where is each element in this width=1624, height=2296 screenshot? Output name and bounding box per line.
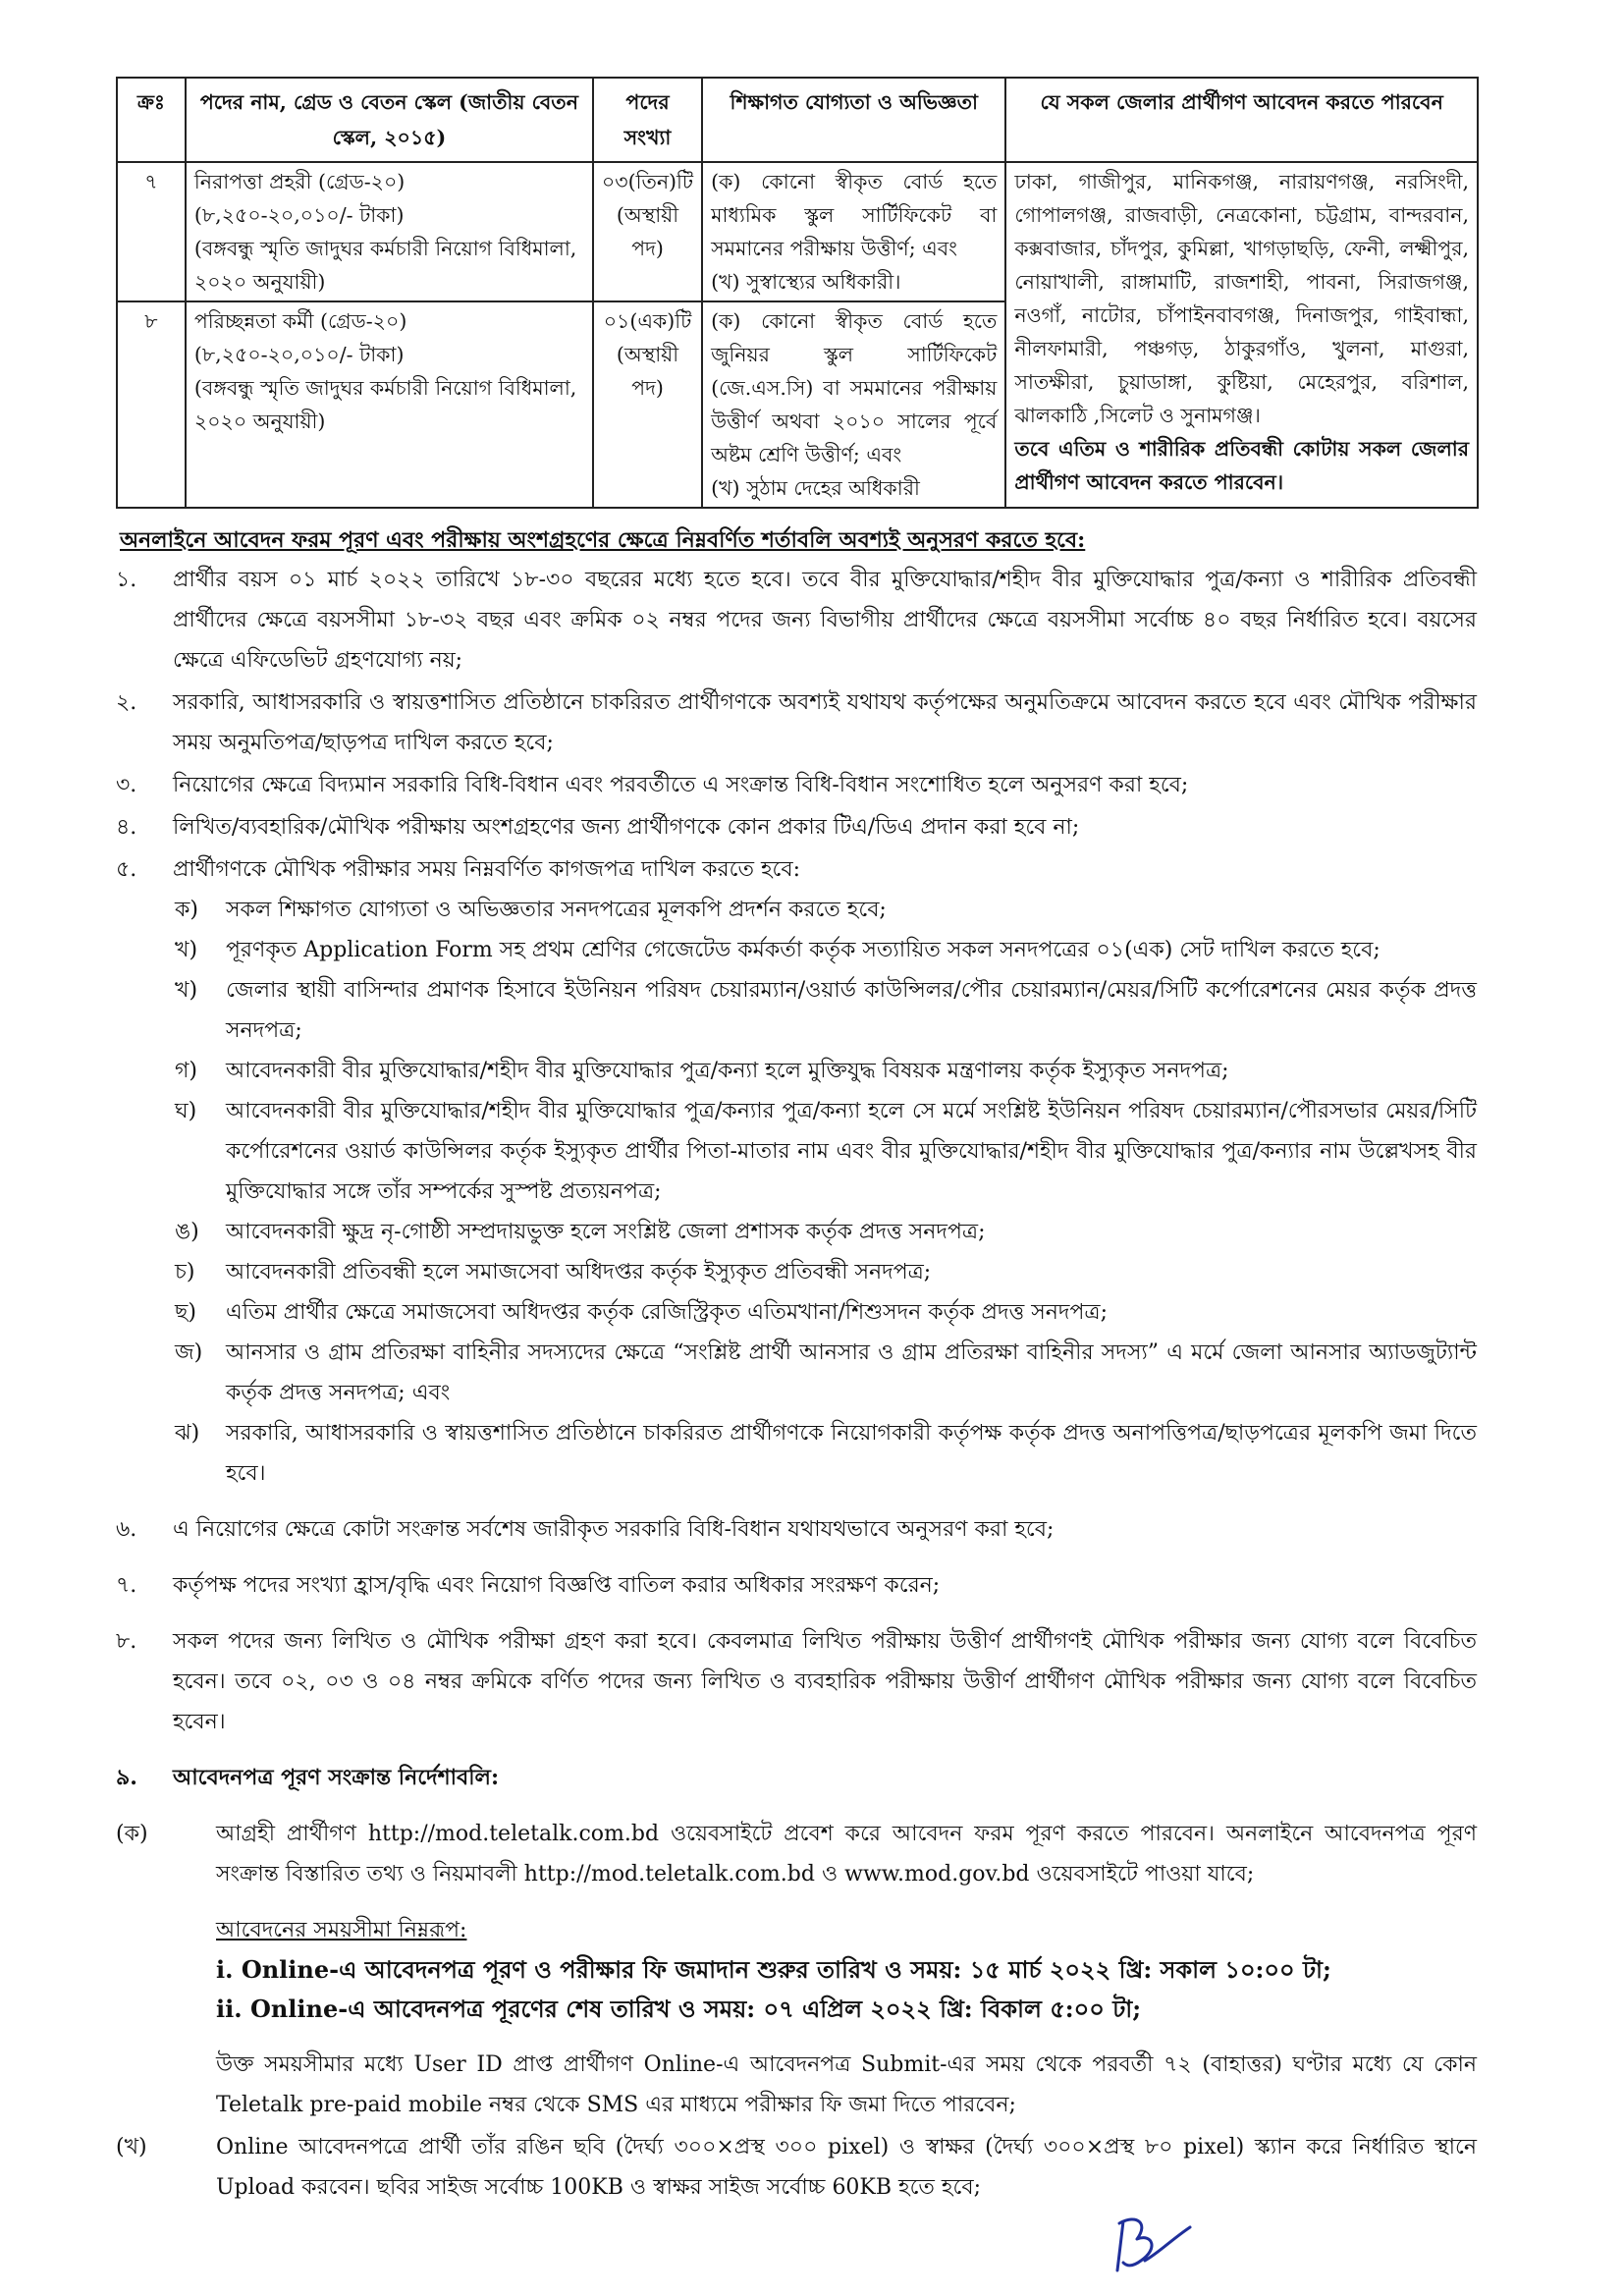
row-count	[593, 301, 702, 508]
table-row	[117, 162, 1478, 301]
row-count	[593, 162, 702, 301]
post-scale: (৮,২৫০-২০,০১০/- টাকা)	[193, 203, 405, 227]
document-subitem	[116, 930, 1477, 970]
subitem-number: চ)	[175, 1260, 195, 1285]
rule-text: নিয়োগের ক্ষেত্রে বিদ্যমান সরকারি বিধি-বিধান এবং পরবর্তীতে এ সংক্রান্ত বিধি-বিধান সংশোধিত হলে অনুসরণ করা হবে;	[173, 773, 1189, 797]
subitem-text: আবেদনকারী বীর মুক্তিযোদ্ধার/শহীদ বীর মুক্তিযোদ্ধার পুত্র/কন্যার পুত্র/কন্যা হলে সে মর্মে সংশ্লিষ্ট ইউনিয়ন পরিষদ চেয়ারম্যান/পৌরসভার মেয়র/সিটি কর্পোরেশনের ওয়ার্ড কাউন্সিলর কর্তৃক ইস্যুকৃত প্রার্থীর পিতা-মাতার নাম এবং বীর মুক্তিযোদ্ধার/শহীদ বীর মুক্তিযোদ্ধার পুত্র/কন্যার নাম উল্লেখসহ বীর মুক্তিযোদ্ধার সঙ্গে তাঁর সম্পর্কের সুস্পষ্ট প্রত্যয়নপত্র;	[226, 1099, 1477, 1204]
subitem-text: জেলার স্থায়ী বাসিন্দার প্রমাণক হিসাবে ইউনিয়ন পরিষদ চেয়ারম্যান/ওয়ার্ড কাউন্সিলর/পৌর চেয়ারম্যান/মেয়র/সিটি কর্পোরেশনের মেয়র কর্তৃক প্রদত্ত সনদপত্র;	[226, 978, 1477, 1043]
count-value: ০৩(তিন)টি	[601, 170, 694, 193]
rule-number: ১.	[116, 568, 137, 592]
header-serial: ক্রঃ	[117, 78, 186, 162]
document-subitem	[116, 1252, 1477, 1292]
post-scale: (৮,২৫০-২০,০১০/- টাকা)	[193, 343, 405, 366]
rule-text: কর্তৃপক্ষ পদের সংখ্যা হ্রাস/বৃদ্ধি এবং নিয়োগ বিজ্ঞপ্তি বাতিল করার অধিকার সংরক্ষণ করেন;	[173, 1573, 941, 1598]
rule-item	[116, 807, 1477, 847]
row-qualification	[702, 301, 1005, 508]
count-value: ০১(এক)টি	[603, 309, 692, 333]
header-districts: যে সকল জেলার প্রার্থীগণ আবেদন করতে পারবেন	[1005, 78, 1478, 162]
rule-number: ৩.	[116, 773, 137, 797]
rule-number: ৫.	[116, 857, 137, 882]
post-name: নিরাপত্তা প্রহরী (গ্রেড-২০)	[193, 170, 406, 193]
count-type: (অস্থায়ী পদ)	[616, 203, 679, 260]
apply-number: (ক)	[116, 1822, 148, 1846]
rule-item	[116, 849, 1477, 890]
fee-instructions: উক্ত সময়সীমার মধ্যে User ID প্রাপ্ত প্রার্থীগণ Online-এ আবেদনপত্র Submit-এর সময় থেকে পরবর্তী ৭২ (বাহাত্তর) ঘণ্টার মধ্যে যে কোন Teletalk pre-paid mobile নম্বর থেকে SMS এর মাধ্যমে পরীক্ষার ফি জমা দিতে পারবেন;	[216, 2052, 1477, 2117]
instructions-heading: আবেদনপত্র পূরণ সংক্রান্ত নির্দেশাবলি:	[173, 1765, 500, 1790]
subitem-text: আবেদনকারী বীর মুক্তিযোদ্ধার/শহীদ বীর মুক্তিযোদ্ধার পুত্র/কন্যা হলে মুক্তিযুদ্ধ বিষয়ক মন্ত্রণালয় কর্তৃক ইস্যুকৃত সনদপত্র;	[226, 1059, 1229, 1083]
rule-number: ২.	[116, 690, 137, 715]
count-type: (অস্থায়ী পদ)	[616, 343, 679, 400]
posts-table	[116, 77, 1479, 509]
subitem-number: ক)	[175, 898, 198, 922]
subitem-text: পূরণকৃত Application Form সহ প্রথম শ্রেণির গেজেটেড কর্মকর্তা কর্তৃক সত্যায়িত সকল সনদপত্রের ০১(এক) সেট দাখিল করতে হবে;	[226, 938, 1380, 962]
end-deadline: ii. Online-এ আবেদনপত্র পূরণের শেষ তারিখ ও সময়: ০৭ এপ্রিল ২০২২ খ্রি: বিকাল ৫:০০ টা;	[216, 1995, 1142, 2023]
rule-item	[116, 560, 1477, 681]
document-subitem	[116, 1091, 1477, 1212]
apply-item	[116, 2127, 1477, 2208]
post-rule: (বঙ্গবন্ধু স্মৃতি জাদুঘর কর্মচারী নিয়োগ বিধিমালা, ২০২০ অনুযায়ী)	[193, 237, 577, 294]
subitem-number: ঙ)	[175, 1220, 199, 1244]
header-qualification: শিক্ষাগত যোগ্যতা ও অভিজ্ঞতা	[702, 78, 1005, 162]
rule-text: প্রার্থীগণকে মৌখিক পরীক্ষার সময় নিম্নবর্ণিত কাগজপত্র দাখিল করতে হবে:	[173, 857, 801, 882]
rule-item	[116, 1621, 1477, 1742]
subitem-number: ঝ)	[175, 1421, 200, 1446]
row-post	[186, 301, 593, 508]
subitem-number: খ)	[175, 938, 198, 962]
subitem-number: জ)	[175, 1340, 203, 1365]
rule-item	[116, 1565, 1477, 1606]
districts-list: ঢাকা, গাজীপুর, মানিকগঞ্জ, নারায়ণগঞ্জ, নরসিংদী, গোপালগঞ্জ, রাজবাড়ী, নেত্রকোনা, চট্টগ্রাম, বান্দরবান, কক্সবাজার, চাঁদপুর, কুমিল্লা, খাগড়াছড়ি, ফেনী, লক্ষ্মীপুর, নোয়াখালী, রাঙ্গামাটি, রাজশাহী, পাবনা, সিরাজগঞ্জ, নওগাঁ, নাটোর, চাঁপাইনবাবগঞ্জ, দিনাজপুর, গাইবান্ধা, নীলফামারী, পঞ্চগড়, ঠাকুরগাঁও, খুলনা, মাগুরা, সাতক্ষীরা, চুয়াডাঙ্গা, কুষ্টিয়া, মেহেরপুর, বরিশাল, ঝালকাঠি ,সিলেট ও সুনামগঞ্জ।	[1014, 170, 1469, 427]
start-deadline: i. Online-এ আবেদনপত্র পূরণ ও পরীক্ষার ফি জমাদান শুরুর তারিখ ও সময়: ১৫ মার্চ ২০২২ খ্রি: সকাল ১০:০০ টা;	[216, 1955, 1331, 1984]
subitem-number: ছ)	[175, 1300, 196, 1325]
subitem-text: সকল শিক্ষাগত যোগ্যতা ও অভিজ্ঞতার সনদপত্রের মূলকপি প্রদর্শন করতে হবে;	[226, 898, 887, 922]
row-serial: ৭	[117, 162, 186, 301]
table-header-row	[117, 78, 1478, 162]
districts-note: তবে এতিম ও শারীরিক প্রতিবন্ধী কোটায় সকল জেলার প্রার্থীগণ আবেদন করতে পারবেন।	[1014, 437, 1469, 494]
rule-item	[116, 683, 1477, 763]
subitem-text: সরকারি, আধাসরকারি ও স্বায়ত্তশাসিত প্রতিষ্ঠানে চাকরিরত প্রার্থীগণকে নিয়োগকারী কর্তৃপক্ষ কর্তৃক প্রদত্ত অনাপত্তিপত্র/ছাড়পত্রের মূলকপি জমা দিতে হবে।	[226, 1421, 1477, 1486]
rule-text: সরকারি, আধাসরকারি ও স্বায়ত্তশাসিত প্রতিষ্ঠানে চাকরিরত প্রার্থীগণকে অবশ্যই যথাযথ কর্তৃপক্ষের অনুমতিক্রমে আবেদন করতে হবে এবং মৌখিক পরীক্ষার সময় অনুমতিপত্র/ছাড়পত্র দাখিল করতে হবে;	[173, 690, 1477, 755]
rule-number: ৮.	[116, 1629, 137, 1654]
rule-text: প্রার্থীর বয়স ০১ মার্চ ২০২২ তারিখে ১৮-৩০ বছরের মধ্যে হতে হবে। তবে বীর মুক্তিযোদ্ধার/শহীদ বীর মুক্তিযোদ্ধার পুত্র/কন্যা ও শারীরিক প্রতিবন্ধী প্রার্থীদের ক্ষেত্রে বয়সসীমা ১৮-৩২ বছর এবং ক্রমিক ০২ নম্বর পদের জন্য বিভাগীয় প্রার্থীদের ক্ষেত্রে বয়সসীমা সর্বোচ্চ ৪০ বছর নির্ধারিত হবে। বয়সের ক্ষেত্রে এফিডেভিট গ্রহণযোগ্য নয়;	[173, 568, 1477, 673]
rule-text: এ নিয়োগের ক্ষেত্রে কোটা সংক্রান্ত সর্বশেষ জারীকৃত সরকারি বিধি-বিধান যথাযথভাবে অনুসরণ করা হবে;	[173, 1517, 1055, 1542]
conditions-list	[116, 560, 1477, 2208]
rule-text: লিখিত/ব্যবহারিক/মৌখিক পরীক্ষায় অংশগ্রহণের জন্য প্রার্থীগণকে কোন প্রকার টিএ/ডিএ প্রদান করা হবে না;	[173, 815, 1080, 840]
subitem-text: আবেদনকারী ক্ষুদ্র নৃ-গোষ্ঠী সম্প্রদায়ভুক্ত হলে সংশ্লিষ্ট জেলা প্রশাসক কর্তৃক প্রদত্ত সনদপত্র;	[226, 1220, 986, 1244]
apply-text: Online আবেদনপত্রে প্রার্থী তাঁর রঙিন ছবি (দৈর্ঘ্য ৩০০×প্রস্থ ৩০০ pixel) ও স্বাক্ষর (দৈর্ঘ্য ৩০০×প্রস্থ ৮০ pixel) স্ক্যান করে নির্ধারিত স্থানে Upload করবেন। ছবির সাইজ সর্বোচ্চ 100KB ও স্বাক্ষর সাইজ সর্বোচ্চ 60KB হতে হবে;	[216, 2135, 1477, 2200]
districts-cell	[1005, 162, 1478, 508]
header-post: পদের নাম, গ্রেড ও বেতন স্কেল (জাতীয় বেতন স্কেল, ২০১৫)	[186, 78, 593, 162]
document-subitem	[116, 890, 1477, 930]
post-rule: (বঙ্গবন্ধু স্মৃতি জাদুঘর কর্মচারী নিয়োগ বিধিমালা, ২০২০ অনুযায়ী)	[193, 376, 577, 433]
signature-mark	[1108, 2210, 1196, 2278]
rule-number: ৬.	[116, 1517, 137, 1542]
apply-item	[116, 1814, 1477, 1894]
apply-number: (খ)	[116, 2135, 147, 2159]
subitem-number: গ)	[175, 1059, 198, 1083]
document-subitem	[116, 1051, 1477, 1091]
qualification-a: (ক) কোনো স্বীকৃত বোর্ড হতে মাধ্যমিক স্কুল সার্টিফিকেট বা সমমানের পরীক্ষায় উত্তীর্ণ; এবং	[711, 170, 998, 260]
rule-item	[116, 1509, 1477, 1550]
subitem-number: খ)	[175, 978, 198, 1003]
subitem-text: এতিম প্রার্থীর ক্ষেত্রে সমাজসেবা অধিদপ্তর কর্তৃক রেজিস্ট্রিকৃত এতিমখানা/শিশুসদন কর্তৃক প্রদত্ত সনদপত্র;	[226, 1300, 1108, 1325]
subitem-text: আবেদনকারী প্রতিবন্ধী হলে সমাজসেবা অধিদপ্তর কর্তৃক ইস্যুকৃত প্রতিবন্ধী সনদপত্র;	[226, 1260, 932, 1285]
rule-number: ৪.	[116, 815, 137, 840]
timeline-label: আবেদনের সময়সীমা নিম্নরূপ:	[216, 1918, 467, 1942]
subitem-text: আনসার ও গ্রাম প্রতিরক্ষা বাহিনীর সদস্যদের ক্ষেত্রে “সংশ্লিষ্ট প্রার্থী আনসার ও গ্রাম প্রতিরক্ষা বাহিনীর সদস্য” এ মর্মে জেলা আনসার অ্যাডজুট্যান্ট কর্তৃক প্রদত্ত সনদপত্র; এবং	[226, 1340, 1477, 1405]
qualification-b: (খ) সুঠাম দেহের অধিকারী	[711, 476, 920, 500]
document-subitem	[116, 1212, 1477, 1252]
subitem-number: ঘ)	[175, 1099, 197, 1123]
row-post	[186, 162, 593, 301]
rule-item	[116, 765, 1477, 805]
row-serial: ৮	[117, 301, 186, 508]
rule-text: সকল পদের জন্য লিখিত ও মৌখিক পরীক্ষা গ্রহণ করা হবে। কেবলমাত্র লিখিত পরীক্ষায় উত্তীর্ণ প্রার্থীগণই মৌখিক পরীক্ষার জন্য যোগ্য বলে বিবেচিত হবেন। তবে ০২, ০৩ ও ০৪ নম্বর ক্রমিকে বর্ণিত পদের জন্য লিখিত ও ব্যবহারিক পরীক্ষায় উত্তীর্ণ প্রার্থীগণ মৌখিক পরীক্ষার জন্য যোগ্য বলে বিবেচিত হবেন।	[173, 1629, 1477, 1734]
rule-number: ৭.	[116, 1573, 137, 1598]
document-subitem	[116, 1333, 1477, 1413]
post-name: পরিচ্ছন্নতা কর্মী (গ্রেড-২০)	[193, 309, 407, 333]
conditions-heading: অনলাইনে আবেদন ফরম পূরণ এবং পরীক্ষায় অংশগ্রহণের ক্ষেত্রে নিম্নবর্ণিত শর্তাবলি অবশ্যই অনুসরণ করতে হবে:	[120, 527, 1086, 553]
document-subitem	[116, 1292, 1477, 1333]
rule-item	[116, 1758, 1477, 1798]
rule-number: ৯.	[116, 1765, 137, 1790]
apply-text: আগ্রহী প্রার্থীগণ http://mod.teletalk.com.bd ওয়েবসাইটে প্রবেশ করে আবেদন ফরম পূরণ করতে পারবেন। অনলাইনে আবেদনপত্র পূরণ সংক্রান্ত বিস্তারিত তথ্য ও নিয়মাবলী http://mod.teletalk.com.bd ও www.mod.gov.bd ওয়েবসাইটে পাওয়া যাবে;	[216, 1822, 1477, 1886]
document-subitem	[116, 1413, 1477, 1494]
header-count: পদের সংখ্যা	[593, 78, 702, 162]
qualification-a: (ক) কোনো স্বীকৃত বোর্ড হতে জুনিয়র স্কুল সার্টিফিকেট (জে.এস.সি) বা সমমানের পরীক্ষায় উত্তীর্ণ অথবা ২০১০ সালের পূর্বে অষ্টম শ্রেণি উত্তীর্ণ; এবং	[711, 309, 998, 466]
row-qualification	[702, 162, 1005, 301]
document-subitem	[116, 970, 1477, 1051]
qualification-b: (খ) সুস্বাস্থ্যের অধিকারী।	[711, 270, 901, 294]
